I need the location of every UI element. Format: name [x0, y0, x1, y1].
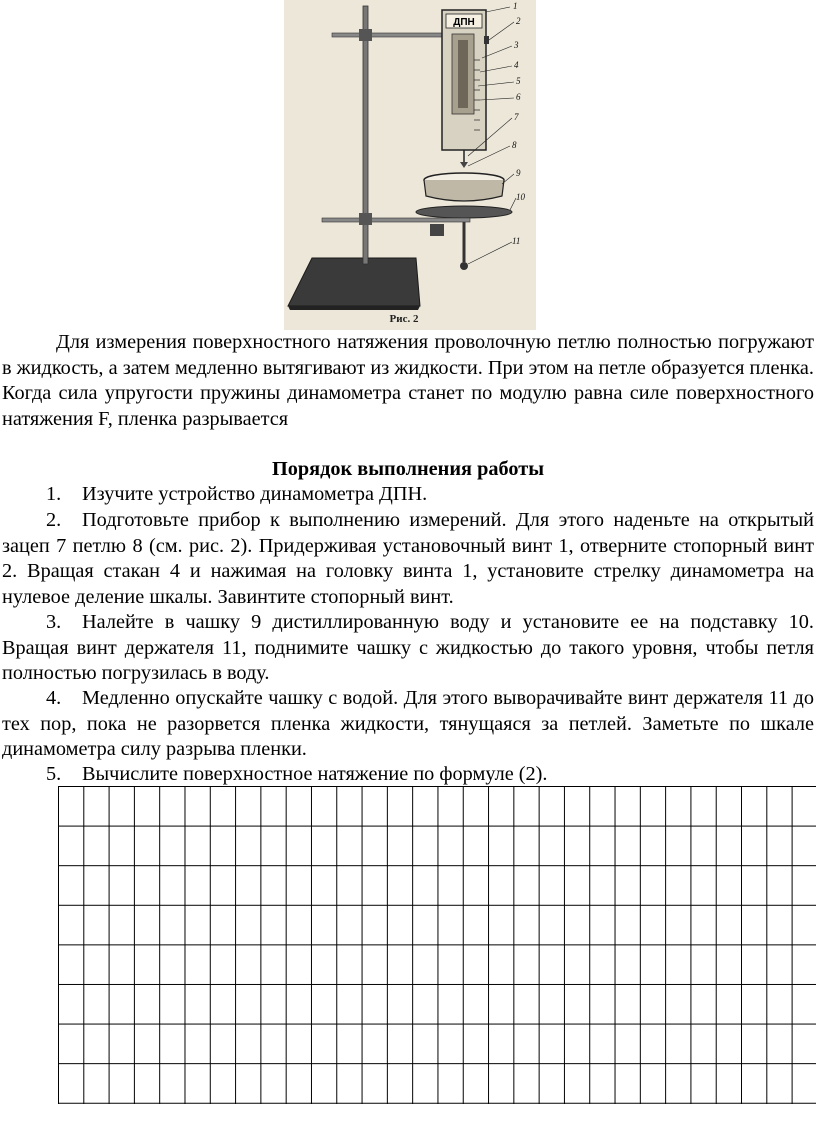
callout-numbers	[512, 1, 526, 246]
callout-8: 8	[512, 140, 517, 150]
stand-base-edge	[288, 306, 420, 310]
cup-stand	[416, 206, 512, 218]
lower-arm	[322, 218, 470, 222]
holder-screw-head	[460, 262, 468, 270]
section-heading: Порядок выполнения работы	[271, 458, 545, 480]
cup-body	[424, 180, 504, 201]
apparatus-figure	[284, 0, 536, 330]
lower-clamp	[359, 213, 372, 225]
callout-11: 11	[512, 236, 521, 246]
stop-screw	[484, 36, 489, 44]
step-number: 5.	[46, 763, 62, 785]
callout-7: 7	[514, 112, 519, 122]
step-text: Медленно опускайте чашку с водой. Для этого выворачивайте винт держателя 11 до тех пор, пока не разорвется пленка жидкости, тянущаяся за петлей. Заметьте по шкале динамометра силу разрыва пленки.	[2, 687, 814, 760]
step-number: 2.	[46, 509, 62, 531]
callout-2: 2	[516, 16, 521, 26]
callout-6: 6	[516, 92, 521, 102]
answer-grid	[58, 786, 816, 1104]
step-4	[2, 686, 814, 763]
callout-5: 5	[516, 76, 521, 86]
step-3	[2, 610, 814, 687]
step-text: Подготовьте прибор к выполнению измерений. Для этого наденьте на открытый зацеп 7 петлю 8 (см. рис. 2). Придерживая установочный винт 1, отверните стопорный винт 2. Вращая стакан 4 и нажимая на головку винта 1, установите стрелку динамометра на нулевое деление шкалы. Завинтите стопорный винт.	[2, 509, 814, 608]
stand-base	[288, 258, 420, 306]
callout-1: 1	[513, 1, 518, 11]
holder-clamp	[430, 224, 444, 236]
step-1	[2, 482, 814, 508]
step-text: Налейте в чашку 9 дистиллированную воду и установите ее на подставку 10. Вращая винт держателя 11, поднимите чашку с жидкостью до такого уровня, чтобы петля полностью погрузилась в воду.	[2, 611, 814, 684]
intro-paragraph: Для измерения поверхностного натяжения проволочную петлю полностью погружают в жидкость, а затем медленно вытягивают из жидкости. При этом на петле образуется пленка. Когда сила упругости пружины динамометра станет по модулю равна силе поверхностного натяжения F, пленка разрывается	[2, 331, 814, 430]
upper-clamp	[359, 29, 372, 41]
step-text: Вычислите поверхностное натяжение по формуле (2).	[82, 763, 548, 785]
dynamometer-label: ДПН	[453, 17, 475, 28]
step-text: Изучите устройство динамометра ДПН.	[82, 483, 428, 505]
figure-caption: Рис. 2	[389, 313, 419, 325]
step-number: 3.	[46, 611, 62, 633]
callout-10: 10	[516, 192, 525, 202]
step-2	[2, 508, 814, 610]
step-number: 1.	[46, 483, 62, 505]
step-number: 4.	[46, 687, 62, 709]
callout-4: 4	[514, 60, 519, 70]
loop	[460, 162, 468, 168]
apparatus-drawing	[284, 0, 536, 330]
callout-3: 3	[514, 40, 519, 50]
upper-arm	[332, 33, 444, 37]
stand-rod	[363, 6, 368, 264]
step-5	[2, 762, 814, 788]
callout-9: 9	[516, 168, 521, 178]
dynamometer-spring	[458, 40, 468, 108]
